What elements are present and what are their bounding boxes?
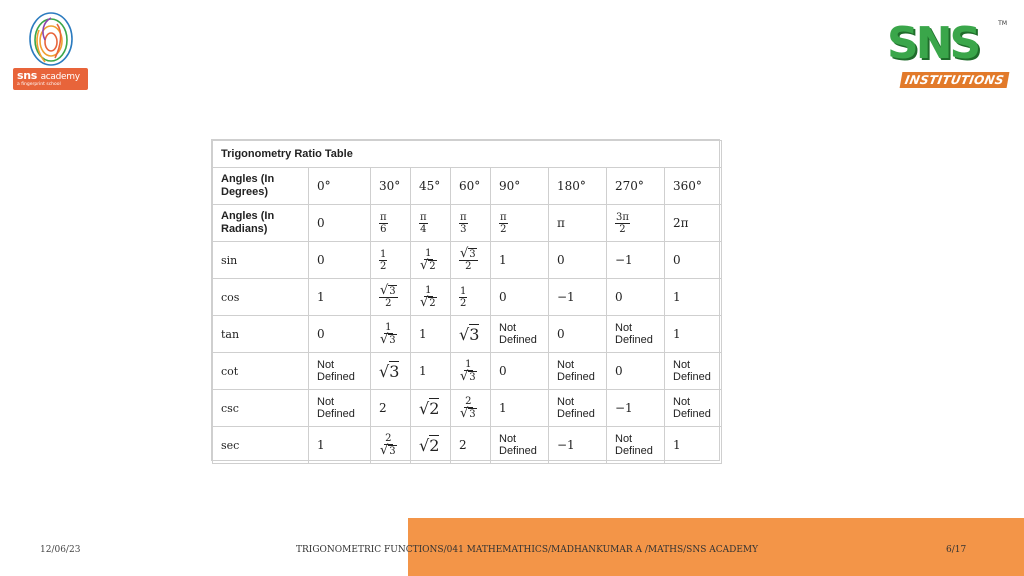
degree-cell: 270° [607,168,665,205]
value-cell: Not Defined [665,353,722,390]
radian-cell: 2π [665,205,722,242]
value-cell: 1 [491,390,549,427]
value-cell: √3 [371,353,411,390]
value-cell: 1 [411,353,451,390]
value-cell: 0 [309,242,371,279]
degree-cell: 30° [371,168,411,205]
value-cell: 0 [665,242,722,279]
radian-cell: $\frac{\pi}{2}$ [491,205,549,242]
value-cell: 1 [665,316,722,353]
degrees-row [213,168,722,205]
degree-cell: 45° [411,168,451,205]
function-label: csc [213,390,309,427]
radians-row [213,205,722,242]
degree-cell: 360° [665,168,722,205]
degree-cell: 90° [491,168,549,205]
value-cell: $\frac{1}{√3}$ [371,316,411,353]
value-cell: −1 [607,390,665,427]
tan-row [213,316,722,353]
cos-row [213,279,722,316]
radian-cell: $\frac{\pi}{6}$ [371,205,411,242]
value-cell: 0 [309,316,371,353]
value-cell: Not Defined [491,427,549,464]
value-cell: Not Defined [491,316,549,353]
value-cell: 1 [491,242,549,279]
value-cell: −1 [607,242,665,279]
page-number: 6/17 [946,545,967,555]
function-label: sec [213,427,309,464]
value-cell: 1 [309,427,371,464]
sns-academy-logo [13,10,89,92]
value-cell: $\frac{√3}{2}$ [451,242,491,279]
radians-label: Angles (In Radians) [213,205,309,242]
value-cell: 0 [549,316,607,353]
value-cell: 1 [411,316,451,353]
radian-cell: $\frac{\pi}{3}$ [451,205,491,242]
value-cell: 0 [491,279,549,316]
sec-row [213,427,722,464]
value-cell: Not Defined [309,390,371,427]
value-cell: √3 [451,316,491,353]
radian-cell: π [549,205,607,242]
radian-cell: $\frac{\pi}{4}$ [411,205,451,242]
sns-academy-badge: sns academy a fingerprint school [13,68,88,90]
sns-institutions-logo: SNS TM INSTITUTIONS [883,18,1013,96]
value-cell: Not Defined [665,390,722,427]
value-cell: $\frac{1}{2}$ [451,279,491,316]
table-title: Trigonometry Ratio Table [213,141,722,168]
value-cell: $\frac{1}{2}$ [371,242,411,279]
value-cell: 1 [665,279,722,316]
value-cell: $\frac{1}{√2}$ [411,242,451,279]
value-cell: $\frac{2}{√3}$ [371,427,411,464]
value-cell: 0 [549,242,607,279]
sin-row [213,242,722,279]
degree-cell: 0° [309,168,371,205]
value-cell: √2 [411,390,451,427]
value-cell: $\frac{2}{√3}$ [451,390,491,427]
value-cell: Not Defined [309,353,371,390]
function-label: tan [213,316,309,353]
degree-cell: 60° [451,168,491,205]
fingerprint-icon [23,10,79,70]
value-cell: −1 [549,427,607,464]
degree-cell: 180° [549,168,607,205]
radian-cell: $\frac{3\pi}{2}$ [607,205,665,242]
footer-date: 12/06/23 [40,545,81,555]
value-cell: $\frac{√3}{2}$ [371,279,411,316]
value-cell: Not Defined [607,427,665,464]
function-label: sin [213,242,309,279]
value-cell: 1 [309,279,371,316]
cot-row [213,353,722,390]
value-cell: 0 [491,353,549,390]
footer-title: TRIGONOMETRIC FUNCTIONS/041 MATHEMATHICS/MADHANKUMAR A /MATHS/SNS ACADEMY [296,545,759,555]
radian-cell: 0 [309,205,371,242]
value-cell: 2 [451,427,491,464]
value-cell: $\frac{1}{√2}$ [411,279,451,316]
value-cell: √2 [411,427,451,464]
csc-row [213,390,722,427]
function-label: cot [213,353,309,390]
trig-ratio-table [211,139,720,461]
value-cell: 0 [607,279,665,316]
value-cell: 0 [607,353,665,390]
value-cell: −1 [549,279,607,316]
value-cell: 1 [665,427,722,464]
value-cell: Not Defined [549,353,607,390]
degrees-label: Angles (In Degrees) [213,168,309,205]
value-cell: Not Defined [607,316,665,353]
value-cell: $\frac{1}{√3}$ [451,353,491,390]
function-label: cos [213,279,309,316]
value-cell: Not Defined [549,390,607,427]
value-cell: 2 [371,390,411,427]
